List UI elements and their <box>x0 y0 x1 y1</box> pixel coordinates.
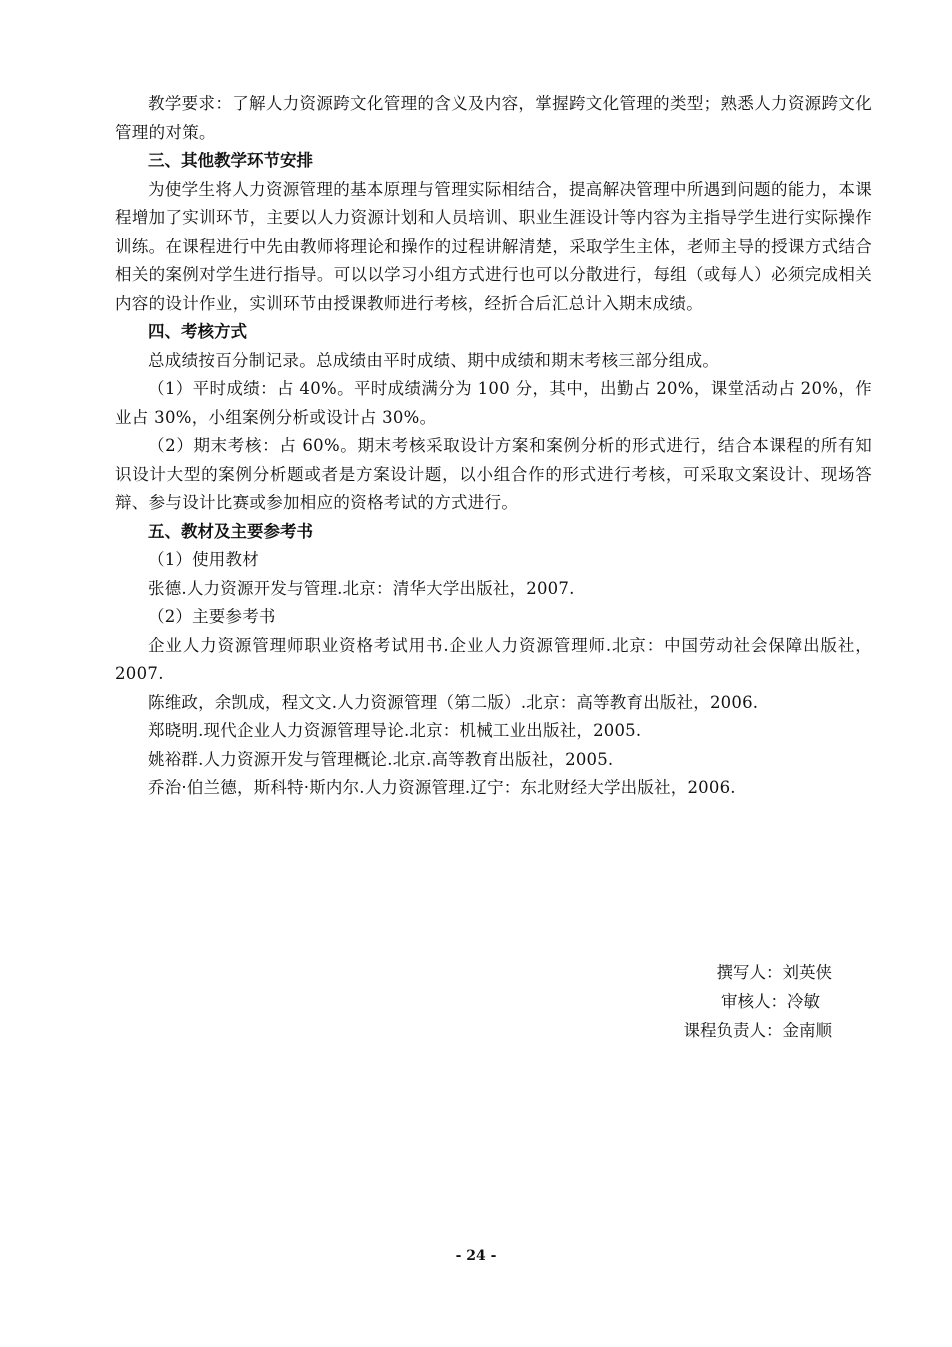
page-number: - 24 - <box>455 1248 497 1264</box>
section-heading-4: 四、考核方式 <box>148 322 247 341</box>
teaching-requirement-paragraph: 教学要求：了解人力资源跨文化管理的含义及内容，掌握跨文化管理的类型；熟悉人力资源跨文化管理的对策。 <box>115 94 872 142</box>
practice-arrangement-paragraph: 为使学生将人力资源管理的基本原理与管理实际相结合，提高解决管理中所遇到问题的能力，本课程增加了实训环节，主要以人力资源计划和人员培训、职业生涯设计等内容为主指导学生进行实际操作训练。在课程进行中先由教师将理论和操作的过程讲解清楚，采取学生主体，老师主导的授课方式结合相关的案例对学生进行指导。可以以学习小组方式进行也可以分散进行，每组（或每人）必须完成相关内容的设计作业，实训环节由授课教师进行考核，经折合后汇总计入期末成绩。 <box>115 179 872 313</box>
reference-entry: 陈维政，余凯成，程文文.人力资源管理（第二版）.北京：高等教育出版社，2006. <box>148 692 759 712</box>
writer-line <box>684 958 833 987</box>
reference-entry: 乔治·伯兰德，斯科特·斯内尔.人力资源管理.辽宁：东北财经大学出版社，2006. <box>148 778 736 797</box>
section-heading-5: 五、教材及主要参考书 <box>148 521 313 541</box>
owner-line <box>684 1016 833 1045</box>
document-body <box>115 90 872 803</box>
writer-name: 刘英侠 <box>782 963 832 982</box>
reviewer-line <box>684 987 833 1016</box>
writer-label: 撰写人： <box>716 963 783 982</box>
reference-entry: 姚裕群.人力资源开发与管理概论.北京.高等教育出版社，2005. <box>148 749 614 769</box>
final-exam-paragraph: （2）期末考核：占 60%。期末考核采取设计方案和案例分析的形式进行，结合本课程的所有知识设计大型的案例分析题或者是方案设计题，以小组合作的形式进行考核，可采取文案设计、现场答辩、参与设计比赛或参加相应的资格考试的方式进行。 <box>115 436 872 512</box>
reference-entry: 企业人力资源管理师职业资格考试用书.企业人力资源管理师.北京：中国劳动社会保障出版社，2007. <box>115 635 872 683</box>
reviewer-name: 冷敏 <box>787 992 820 1011</box>
reference-entry: 郑晓明.现代企业人力资源管理导论.北京：机械工业出版社，2005. <box>148 721 642 740</box>
regular-grade-paragraph: （1）平时成绩：占 40%。平时成绩满分为 100 分，其中，出勤占 20%，课堂活动占 20%，作业占 30%，小组案例分析或设计占 30%。 <box>115 379 872 427</box>
textbook-subheading: （1）使用教材 <box>148 550 259 569</box>
owner-label: 课程负责人： <box>683 1021 783 1040</box>
textbook-entry: 张德.人力资源开发与管理.北京：清华大学出版社，2007. <box>148 578 575 598</box>
owner-name: 金南顺 <box>782 1021 832 1040</box>
signature-block <box>684 958 833 1045</box>
section-heading-3: 三、其他教学环节安排 <box>148 151 313 170</box>
reviewer-label: 审核人： <box>721 992 787 1011</box>
references-subheading: （2）主要参考书 <box>148 607 276 626</box>
grading-intro-paragraph: 总成绩按百分制记录。总成绩由平时成绩、期中成绩和期末考核三部分组成。 <box>148 350 720 370</box>
